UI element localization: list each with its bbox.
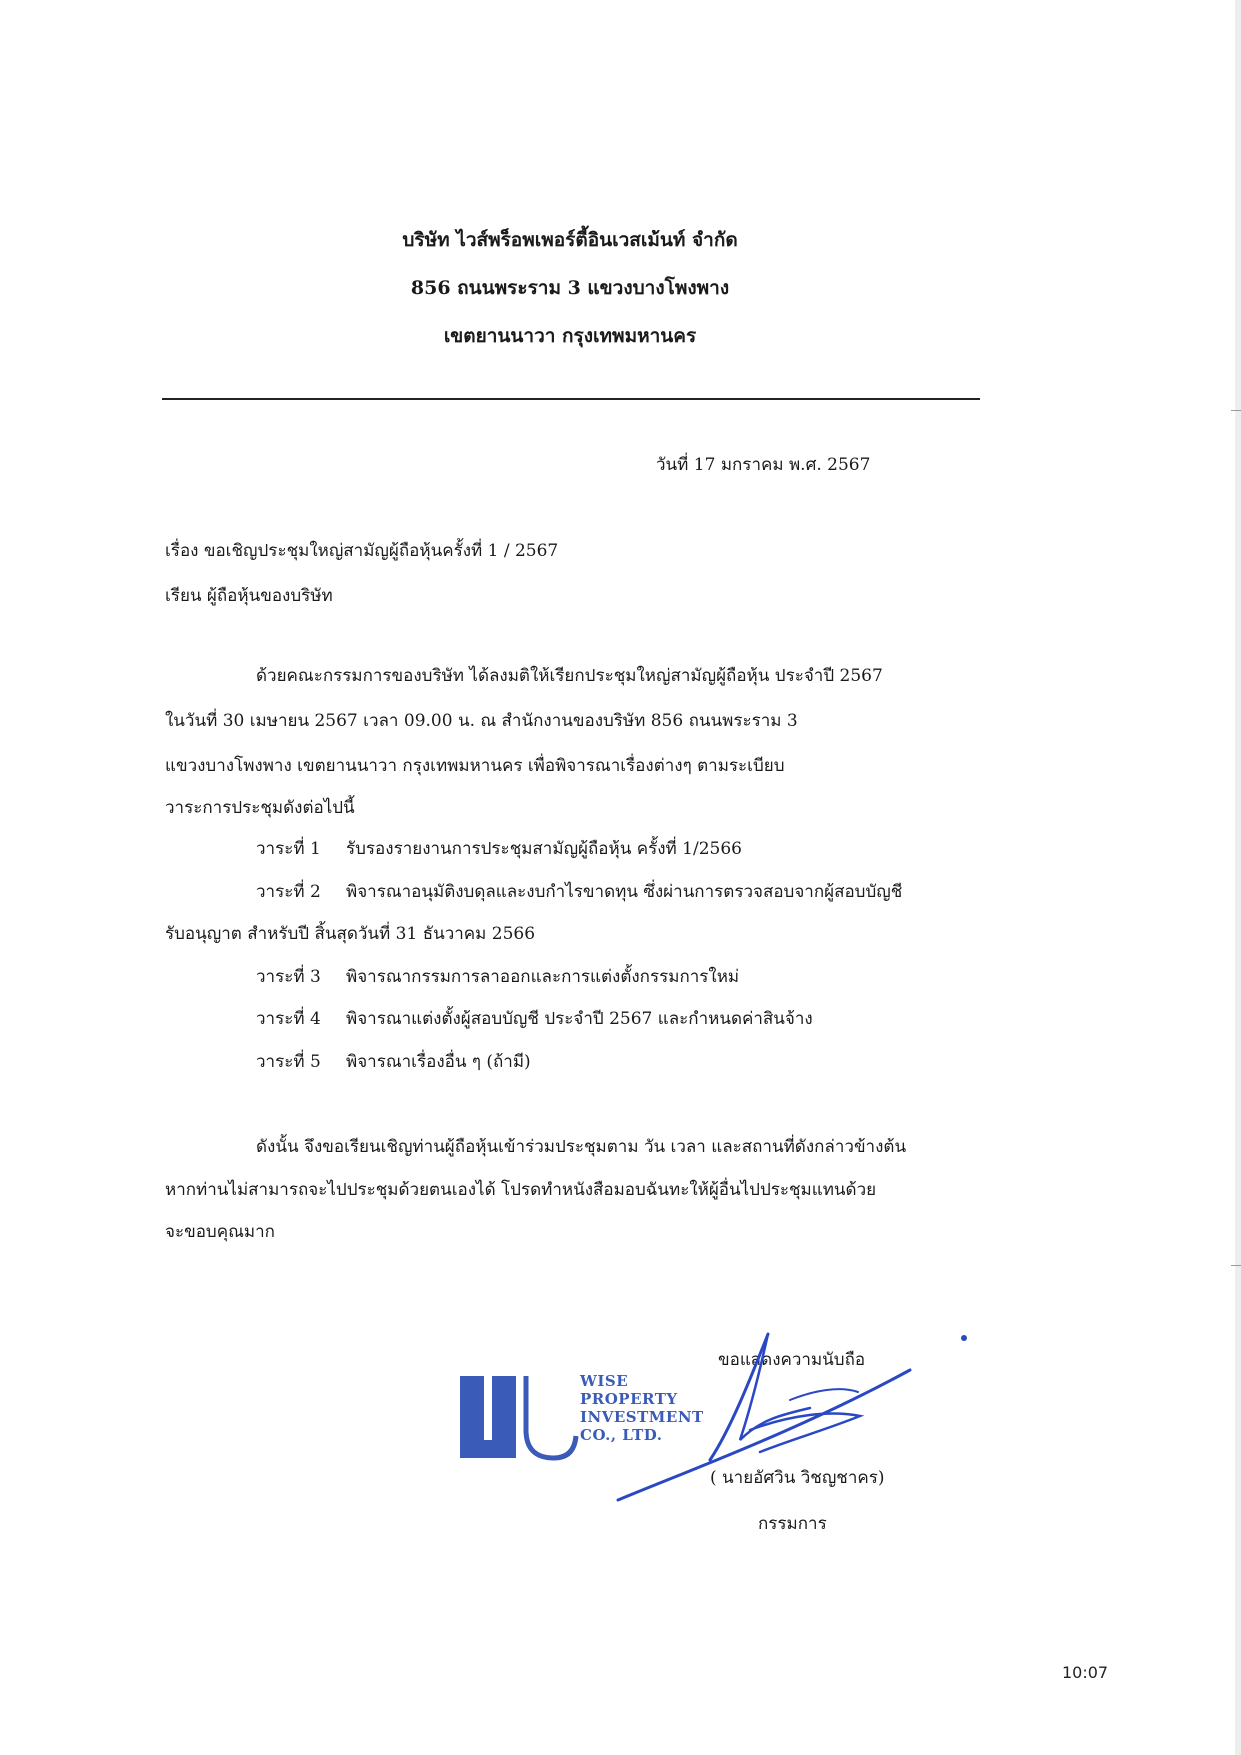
agenda-item-text: พิจารณาอนุมัติงบดุลและงบกำไรขาดทุน ซึ่งผ่านการตรวจสอบจากผู้สอบบัญชี [346,882,903,902]
company-name: บริษัท ไวส์พร็อพเพอร์ตี้อินเวสเม้นท์ จำกัด [402,229,738,251]
letter-date: วันที่ 17 มกราคม พ.ศ. 2567 [656,455,871,475]
edge-mark [1231,1265,1241,1266]
stamp-text-line2: PROPERTY [580,1390,678,1408]
agenda-number: วาระที่ 5 [256,1052,321,1072]
closing-regards: ขอแสดงความนับถือ [718,1350,866,1370]
stamp-text-line1: WISE [580,1372,629,1390]
company-address-line2: เขตยานนาวา กรุงเทพมหานคร [443,325,697,347]
body-line-4: วาระการประชุมดังต่อไปนี้ [165,798,355,818]
agenda-item-continuation: รับอนุญาต สำหรับปี สิ้นสุดวันที่ 31 ธันวาคม 2566 [165,924,536,944]
stamp-text-line4: CO., LTD. [580,1426,663,1444]
page-edge [1235,0,1241,1755]
body-line-1: ด้วยคณะกรรมการของบริษัท ได้ลงมติให้เรียกประชุมใหญ่สามัญผู้ถือหุ้น ประจำปี 2567 [256,666,883,686]
agenda-number: วาระที่ 4 [256,1009,321,1029]
stamp-text-line3: INVESTMENT [580,1408,704,1426]
closing-line-2: หากท่านไม่สามารถจะไปประชุมด้วยตนเองได้ โปรดทำหนังสือมอบฉันทะให้ผู้อื่นไปประชุมแทนด้วย [165,1180,877,1200]
company-address-line1: 856 ถนนพระราม 3 แขวงบางโพงพาง [410,277,730,299]
agenda-item-text: พิจารณาเรื่องอื่น ๆ (ถ้ามี) [346,1052,531,1072]
body-line-2: ในวันที่ 30 เมษายน 2567 เวลา 09.00 น. ณ สำนักงานของบริษัท 856 ถนนพระราม 3 [165,711,798,731]
agenda-number: วาระที่ 1 [256,839,321,859]
agenda-number: วาระที่ 3 [256,967,321,987]
agenda-item-text: รับรองรายงานการประชุมสามัญผู้ถือหุ้น ครั้งที่ 1/2566 [346,839,742,859]
closing-line-1: ดังนั้น จึงขอเรียนเชิญท่านผู้ถือหุ้นเข้าร่วมประชุมตาม วัน เวลา และสถานที่ดังกล่าวข้างต้น [256,1137,907,1157]
letter-subject: เรื่อง ขอเชิญประชุมใหญ่สามัญผู้ถือหุ้นครั้งที่ 1 / 2567 [165,541,559,561]
agenda-item-text: พิจารณากรรมการลาออกและการแต่งตั้งกรรมการใหม่ [346,967,740,987]
closing-line-3: จะขอบคุณมาก [165,1222,275,1242]
body-line-3: แขวงบางโพงพาง เขตยานนาวา กรุงเทพมหานคร เพื่อพิจารณาเรื่องต่างๆ ตามระเบียบ [165,756,785,776]
letter-recipient: เรียน ผู้ถือหุ้นของบริษัท [165,586,333,606]
header-divider [162,398,980,400]
page-time: 10:07 [1062,1663,1109,1682]
agenda-item-text: พิจารณาแต่งตั้งผู้สอบบัญชี ประจำปี 2567 และกำหนดค่าสินจ้าง [346,1009,813,1029]
edge-mark [1231,410,1241,411]
signatory-name: ( นายอัศวิน วิชญชาคร) [710,1468,885,1488]
signatory-title: กรรมการ [758,1514,827,1534]
agenda-number: วาระที่ 2 [256,882,321,902]
